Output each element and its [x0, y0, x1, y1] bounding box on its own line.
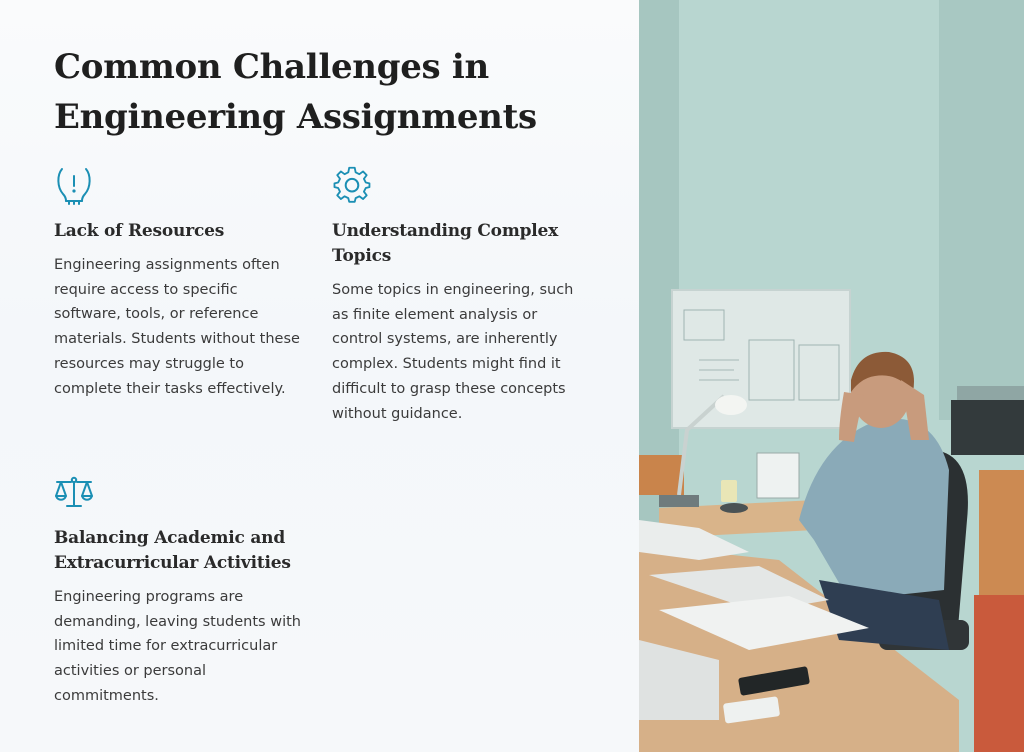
scale-icon — [54, 472, 94, 512]
card-body: Engineering assignments often require access to specific software, tools, or reference materials. Students without these resources may struggle to complete their tasks effectively. — [54, 257, 300, 397]
page-title: Common Challenges in Engineering Assignments — [54, 47, 537, 137]
card-understanding-complex-topics — [332, 165, 582, 426]
card-body: Engineering programs are demanding, leaving students with limited time for extracurricular activities or personal commitments. — [54, 589, 301, 704]
card-heading: Lack of Resources — [54, 221, 225, 241]
card-body: Some topics in engineering, such as finite element analysis or control systems, are inherently complex. Students might find it difficult to grasp these concepts without guidance. — [332, 282, 574, 422]
card-heading: Balancing Academic and Extracurricular Activities — [54, 528, 291, 573]
card-lack-of-resources — [54, 165, 304, 401]
hero-photo — [639, 0, 1024, 752]
card-heading: Understanding Complex Topics — [332, 221, 559, 266]
stressed-student-illustration — [639, 0, 1024, 752]
card-balancing-activities — [54, 472, 304, 709]
gear-icon — [332, 165, 372, 205]
brain-alert-icon — [54, 165, 94, 205]
